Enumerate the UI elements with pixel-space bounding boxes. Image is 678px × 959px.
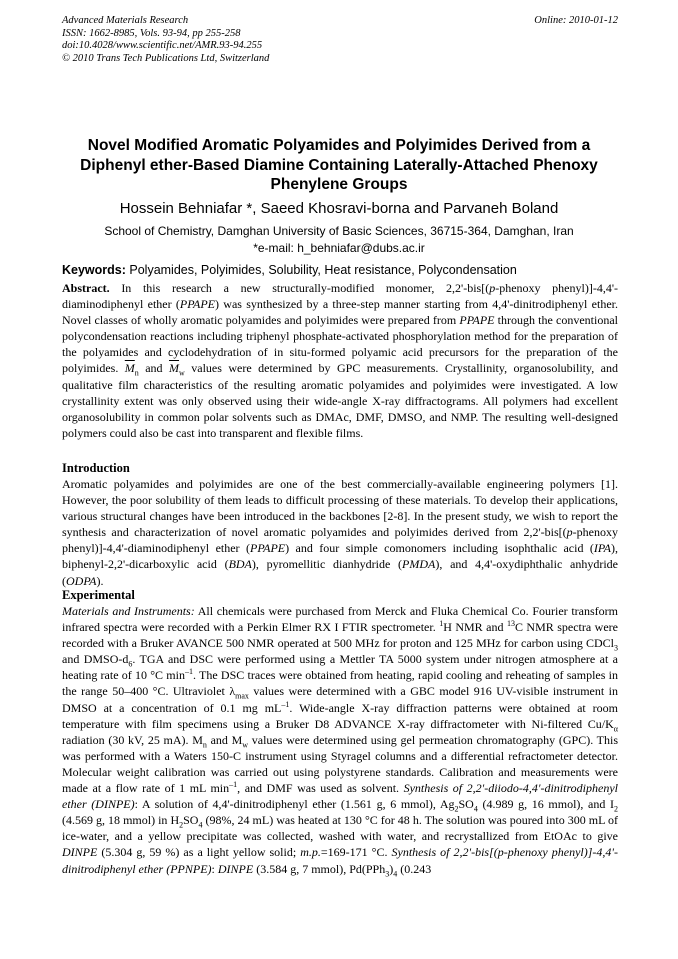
keywords-text: Polyamides, Polyimides, Solubility, Heat resistance, Polycondensation: [125, 263, 517, 277]
intro-text: ) and four simple comonomers including isophthalic acid (: [285, 541, 594, 556]
exp-subheading: Materials and Instruments:: [62, 604, 195, 618]
exp-sub: 4: [198, 820, 203, 830]
intro-text: BDA: [228, 557, 252, 572]
intro-text: PPAPE: [250, 541, 286, 556]
exp-sub: α: [613, 724, 618, 734]
abstract-text: PPAPE: [179, 297, 215, 312]
mn-subscript: n: [134, 368, 139, 378]
exp-text: ): [389, 861, 394, 876]
abstract-text: through the conventional polycondensation reactions including triphenyl phosphate-activated phosphorylation method for the preparation of the polyamides and cyclodehydration of in situ-formed polyamic acid precursors for the preparation of the polyimides.: [62, 313, 618, 376]
title-line-2: Diphenyl ether-Based Diamine Containing Laterally-Attached Phenoxy: [80, 156, 598, 174]
abstract-text: values were determined by GPC measurements. Crystallinity, organosolubility, and qualitative film characteristics of the resulting aromatic polyamides and polyimides were investigated. A low crystallinity extent was only observed using their wide-angle X-ray diffractograms. All polymers had excellent organosolubility in common polar solvents such as DMAc, DMF, DMSO, and NMP. The resulting well-designed polymers could also be cast into transparent and flexible films.: [62, 361, 618, 440]
exp-subheading: Synthesis of 2,2'-diiodo-4,4'-dinitrodiphenyl ether (DINPE): [62, 781, 619, 812]
exp-text: DINPE: [217, 861, 254, 876]
intro-text: Aromatic polyamides and polyimides are one of the best commercially-available engineering polymers [1]. However, the poor solubility of them leads to difficult processing of these materials. To develop their applications, various structural changes have been introduced in the backbones [2-8]. In the present study, we wish to report the synthesis and characterization of novel aromatic polyamides and polyimides derived from 2,2'-bis[(: [62, 477, 618, 540]
exp-sub: 3: [614, 643, 618, 653]
exp-text: DINPE: [62, 845, 98, 860]
intro-text: ).: [96, 573, 104, 588]
exp-text: =169-171 °C.: [320, 845, 392, 860]
title-line-3: Phenylene Groups: [270, 176, 408, 193]
exp-text: SO: [183, 813, 199, 828]
mw-subscript: w: [179, 368, 185, 378]
abstract-text: In this research a new structurally-modified monomer, 2,2'-bis[(: [109, 281, 490, 295]
exp-sub: 6: [128, 659, 133, 669]
paper-title: [40, 136, 638, 195]
exp-text: SO: [458, 797, 474, 812]
journal-header: [62, 15, 618, 65]
intro-text: ), and 4,4'-oxydiphthalic anhydride (: [62, 557, 618, 588]
mn-symbol: $\overline{M}$: [124, 361, 135, 376]
introduction-heading: Introduction: [62, 461, 130, 475]
experimental-heading: Experimental: [62, 588, 135, 602]
exp-text: m.p.: [300, 845, 321, 860]
exp-sub: 4: [393, 868, 398, 878]
intro-text: p: [566, 525, 573, 540]
online-date: Online: 2010-01-12: [534, 15, 618, 26]
exp-text: (98%, 24 mL) was heated at 130 °C for 48 h. The solution was poured into 300 mL of ice-water, and a yellow precipitate was collected, washed with water, and recrystallized from EtOAc to give: [62, 813, 618, 844]
exp-sup: 1: [439, 619, 444, 629]
exp-sub: w: [242, 740, 249, 750]
intro-text: -phenoxy phenyl)]-4,4'-diaminodiphenyl ether (: [62, 525, 618, 556]
exp-text: (5.304 g, 59 %) as a light yellow solid;: [97, 845, 301, 860]
intro-text: PMDA: [402, 557, 436, 572]
exp-sub: 2: [614, 804, 618, 814]
exp-subheading: Synthesis of 2,2'-bis[(p-phenoxy phenyl)]-4,4'-dinitrodiphenyl ether (PPNPE): [62, 845, 618, 876]
exp-sup: –1: [184, 667, 193, 677]
intro-text: IPA: [593, 541, 611, 556]
exp-text: All chemicals were purchased from Merck and Fluka Chemical Co. Fourier transform infrared spectra were recorded with a Perkin Elmer RX I FTIR spectrometer.: [62, 604, 618, 635]
doi-line: doi:10.4028/www.scientific.net/AMR.93-94.255: [62, 40, 263, 51]
exp-sub: 3: [385, 868, 390, 878]
exp-text: , and DMF was used as solvent.: [237, 781, 404, 796]
exp-text: . TGA and DSC were performed using a Mettler TA 5000 system under nitrogen atmosphere at a heating rate of 10 °C min: [62, 652, 619, 683]
exp-text: values were determined using gel permeation chromatography (GPC). This was performed with a Waters 150-C instrument using Styragel columns and a differential refractometer detector. Molecular weight calibration was carried out using polystyrene standards. Calibration and measurements were made at a flow rate of 1 mL min: [62, 732, 618, 796]
affiliation-block: [40, 223, 638, 257]
exp-text: (3.584 g, 7 mmol), Pd(PPh: [253, 861, 386, 876]
exp-text: and DMSO-d: [62, 652, 129, 667]
exp-text: (4.989 g, 16 mmol), and I: [477, 797, 614, 812]
issn-line: ISSN: 1662-8985, Vols. 93-94, pp 255-258: [62, 27, 241, 39]
mw-symbol: $\overline{M}$: [169, 361, 180, 376]
title-line-1: Novel Modified Aromatic Polyamides and Polyimides Derived from a: [87, 137, 591, 154]
exp-text: H NMR and: [443, 620, 507, 635]
intro-text: ), biphenyl-2,2'-dicarboxylic acid (: [62, 541, 618, 572]
exp-sup: –1: [229, 780, 238, 790]
intro-text: ODPA: [66, 573, 97, 588]
exp-text: . Wide-angle X-ray diffraction patterns were obtained at room temperature with film specimens using a Bruker D8 ADVANCE X-ray diffractometer with Ni-filtered Cu/K: [62, 700, 618, 731]
exp-text: . The DSC traces were obtained from heating, rapid cooling and reheating of samples in the range 50–400 °C. Ultraviolet λ: [62, 668, 618, 699]
exp-sup: –1: [281, 699, 290, 709]
keywords-label: Keywords:: [62, 263, 126, 277]
abstract-text: -phenoxy phenyl)]-4,4'-diaminodiphenyl ether (: [62, 281, 618, 312]
experimental-paragraph: [62, 603, 618, 877]
abstract-text: PPAPE: [459, 313, 495, 328]
copyright-line: © 2010 Trans Tech Publications Ltd, Switzerland: [62, 52, 270, 64]
abstract-text: ) was synthesized by a three-step manner starting from 4,4'-dinitrodiphenyl ether. Novel classes of wholly aromatic polyamides and polyimides were prepared from: [62, 297, 618, 328]
exp-sub: 4: [473, 804, 478, 814]
exp-text: (4.569 g, 18 mmol) in H: [62, 813, 180, 828]
exp-sub: max: [235, 691, 249, 701]
email: *e-mail: h_behniafar@dubs.ac.ir: [253, 241, 425, 255]
journal-name: Advanced Materials Research: [62, 15, 189, 26]
intro-text: ), pyromellitic dianhydride (: [251, 557, 403, 572]
affiliation: School of Chemistry, Damghan University of Basic Sciences, 36715-364, Damghan, Iran: [104, 224, 574, 238]
keywords: [62, 262, 618, 278]
exp-text: and M: [206, 732, 243, 747]
exp-text: values were determined with a GBC model 916 UV-visible instrument in DMSO at a concentration of 0.1 mg mL: [62, 684, 618, 715]
authors: Hossein Behniafar *, Saeed Khosravi-borna and Parvaneh Boland: [119, 200, 559, 217]
exp-text: radiation (30 kV, 25 mA). M: [62, 732, 203, 747]
exp-text: C NMR spectra were recorded with a Bruker AVANCE 500 NMR operated at 500 MHz for proton and 125 MHz for carbon using CDCl: [62, 620, 618, 651]
abstract-label: Abstract.: [62, 281, 110, 295]
introduction-paragraph: [62, 476, 618, 589]
abstract-text: and: [138, 361, 170, 376]
exp-sub: 2: [179, 820, 184, 830]
exp-text: : A solution of 4,4'-dinitrodiphenyl ether (1.561 g, 6 mmol), Ag: [134, 797, 455, 812]
exp-sub: 2: [454, 804, 459, 814]
exp-sup: 13: [506, 619, 515, 629]
abstract: [62, 280, 618, 441]
exp-text: :: [211, 861, 218, 876]
exp-sub: n: [202, 740, 207, 750]
abstract-text: p: [489, 281, 496, 295]
exp-text: (0.243: [397, 861, 432, 876]
